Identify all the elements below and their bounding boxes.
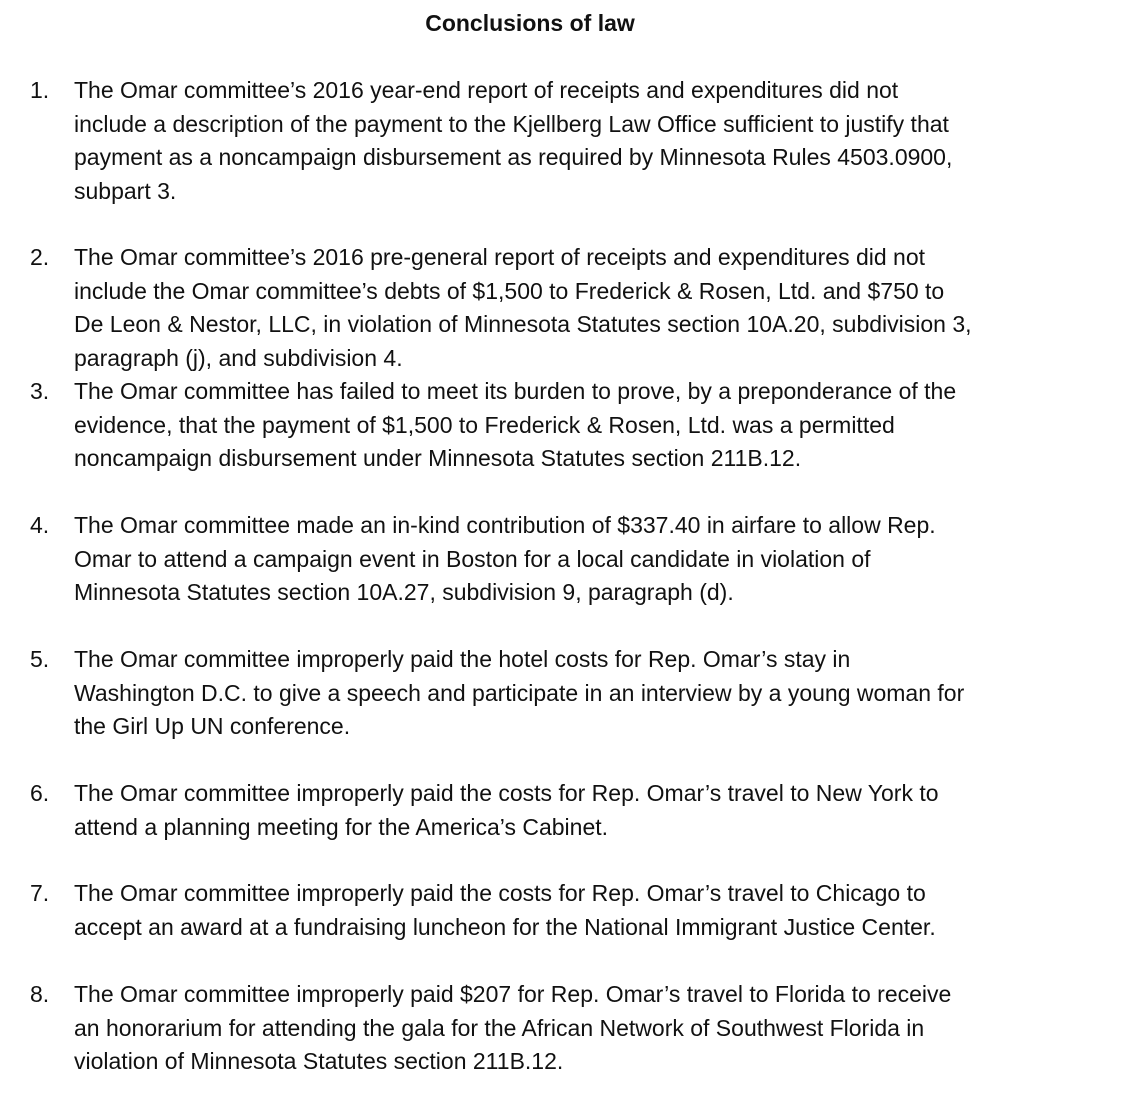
item-number: 5. bbox=[30, 646, 50, 672]
item-number: 2. bbox=[30, 244, 50, 270]
item-number: 4. bbox=[30, 512, 50, 538]
text-line: The Omar committee has failed to meet its burden to prove, by a preponderance of the bbox=[74, 378, 957, 404]
text-line: The Omar committee improperly paid $207 for Rep. Omar’s travel to Florida to receive bbox=[74, 981, 952, 1007]
item-text bbox=[74, 375, 1094, 476]
item-text bbox=[74, 643, 1094, 744]
item-text bbox=[74, 777, 1094, 844]
item-number: 7. bbox=[30, 880, 50, 906]
text-line: include a description of the payment to the Kjellberg Law Office sufficient to justify that bbox=[74, 110, 949, 137]
text-line: The Omar committee made an in-kind contribution of $337.40 in airfare to allow Rep. bbox=[74, 512, 936, 538]
text-line: attend a planning meeting for the America’s Cabinet. bbox=[74, 813, 609, 840]
item-text bbox=[74, 241, 1094, 375]
text-line: The Omar committee’s 2016 year-end report of receipts and expenditures did not bbox=[74, 77, 899, 103]
text-line: the Girl Up UN conference. bbox=[74, 713, 351, 739]
item-number: 3. bbox=[30, 378, 50, 404]
item-text bbox=[74, 877, 1094, 944]
item-text bbox=[74, 74, 1094, 208]
item-text bbox=[74, 509, 1094, 610]
text-line: Washington D.C. to give a speech and participate in an interview by a young woman for bbox=[74, 679, 965, 706]
text-line: The Omar committee’s 2016 pre-general report of receipts and expenditures did not bbox=[74, 244, 926, 270]
text-line: The Omar committee improperly paid the costs for Rep. Omar’s travel to Chicago to bbox=[74, 880, 926, 906]
text-line: payment as a noncampaign disbursement as required by Minnesota Rules 4503.0900, bbox=[74, 144, 953, 170]
item-text bbox=[74, 978, 1094, 1079]
text-line: include the Omar committee’s debts of $1,500 to Frederick & Rosen, Ltd. and $750 to bbox=[74, 277, 945, 304]
item-number: 6. bbox=[30, 780, 50, 806]
text-line: Omar to attend a campaign event in Boston for a local candidate in violation of bbox=[74, 545, 871, 572]
text-line: The Omar committee improperly paid the costs for Rep. Omar’s travel to New York to bbox=[74, 780, 939, 806]
text-line: accept an award at a fundraising luncheon for the National Immigrant Justice Center. bbox=[74, 913, 936, 940]
text-line: De Leon & Nestor, LLC, in violation of Minnesota Statutes section 10A.20, subdivision 3, bbox=[74, 311, 972, 337]
text-line: noncampaign disbursement under Minnesota Statutes section 211B.12. bbox=[74, 445, 802, 471]
text-line: subpart 3. bbox=[74, 177, 177, 204]
page-title: Conclusions of law bbox=[425, 10, 635, 36]
item-number: 8. bbox=[30, 981, 50, 1007]
text-line: paragraph (j), and subdivision 4. bbox=[74, 344, 403, 371]
text-line: The Omar committee improperly paid the hotel costs for Rep. Omar’s stay in bbox=[74, 646, 851, 672]
item-number: 1. bbox=[30, 77, 50, 103]
text-line: evidence, that the payment of $1,500 to Frederick & Rosen, Ltd. was a permitted bbox=[74, 411, 895, 438]
text-line: violation of Minnesota Statutes section 211B.12. bbox=[74, 1048, 564, 1074]
text-line: an honorarium for attending the gala for the African Network of Southwest Florida in bbox=[74, 1014, 925, 1041]
text-line: Minnesota Statutes section 10A.27, subdivision 9, paragraph (d). bbox=[74, 579, 734, 605]
